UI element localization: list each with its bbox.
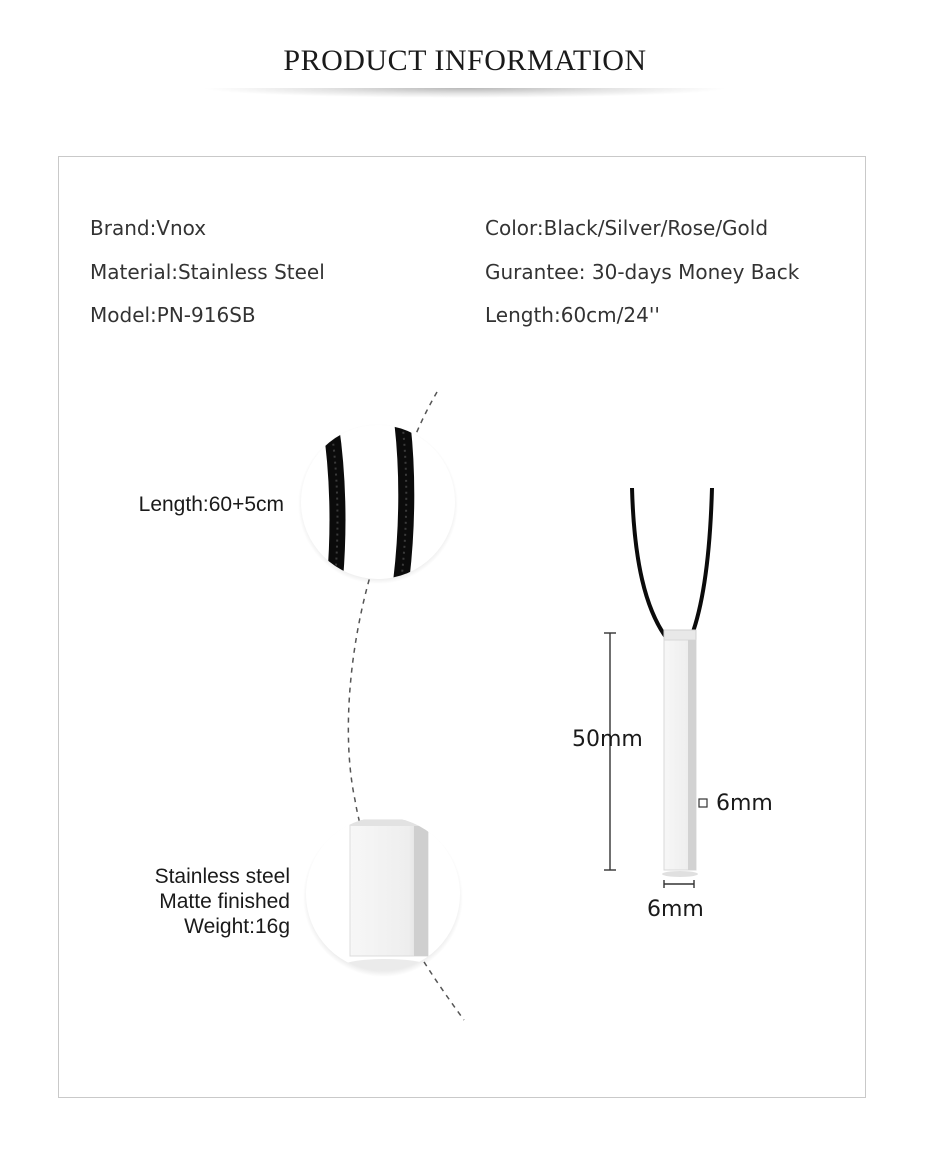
cord-zoom-circle — [298, 420, 458, 590]
bottom-width-marker — [664, 880, 694, 888]
height-dimension-label: 50mm — [572, 727, 643, 752]
spec-guarantee: Gurantee: 30-days Money Back — [485, 260, 800, 284]
side-width-marker — [699, 799, 707, 807]
finish-line-finish: Matte finished — [159, 890, 290, 913]
spec-brand: Brand:Vnox — [90, 216, 207, 240]
spec-model: Model:PN-916SB — [90, 303, 256, 327]
spec-material: Material:Stainless Steel — [90, 260, 325, 284]
finish-details — [155, 864, 290, 939]
finish-line-material: Stainless steel — [154, 865, 290, 888]
side-width-label: 6mm — [716, 791, 773, 816]
bar-zoom-circle — [303, 817, 463, 977]
pendant-product — [632, 488, 712, 877]
bottom-width-label: 6mm — [647, 897, 704, 922]
finish-line-weight: Weight:16g — [184, 915, 290, 938]
spec-color: Color:Black/Silver/Rose/Gold — [485, 216, 769, 240]
spec-length: Length:60cm/24'' — [485, 303, 660, 327]
cord-length-label: Length:60+5cm — [138, 493, 284, 516]
cord-right — [690, 488, 712, 640]
page-title: PRODUCT INFORMATION — [283, 44, 647, 77]
cord-left — [632, 488, 668, 640]
